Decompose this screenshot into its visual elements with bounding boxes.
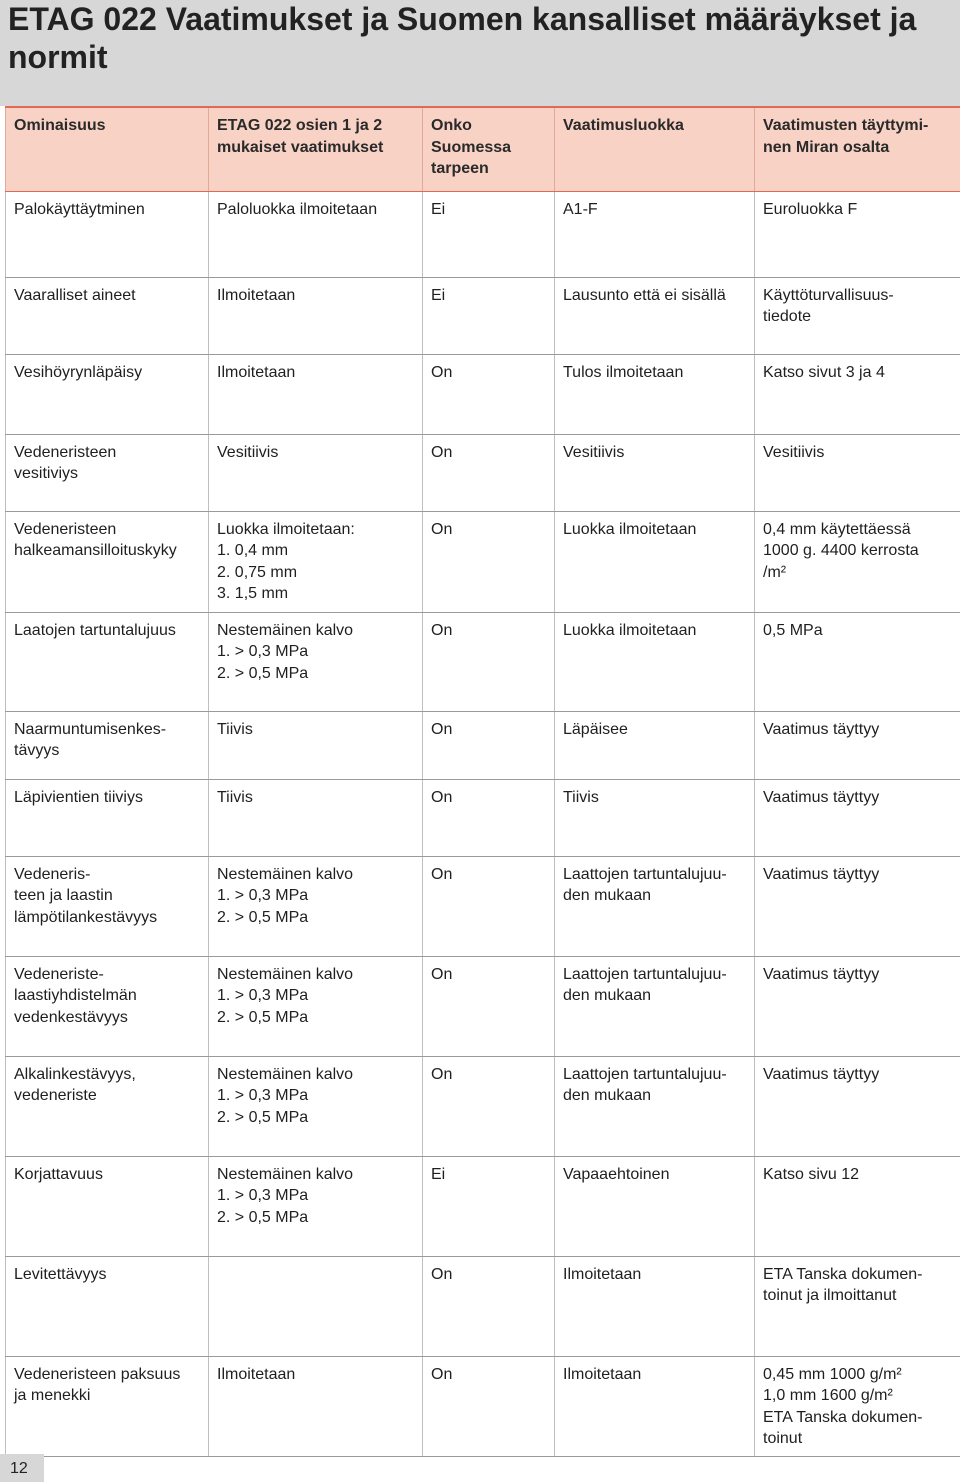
cell-property: Vedeneristeen paksuus ja menekki xyxy=(6,1356,209,1456)
cell-property: Palokäyttäytminen xyxy=(6,191,209,277)
cell-etag-requirement: Nestemäinen kalvo 1. > 0,3 MPa 2. > 0,5 MPa xyxy=(209,956,423,1056)
cell-property: Levitettävyys xyxy=(6,1256,209,1356)
cell-needed: On xyxy=(423,434,555,511)
table-row xyxy=(6,612,960,711)
cell-etag-requirement: Ilmoitetaan xyxy=(209,277,423,354)
cell-fulfillment: Euroluokka F xyxy=(755,191,960,277)
cell-fulfillment: 0,45 mm 1000 g/m² 1,0 mm 1600 g/m² ETA Tanska dokumen- toinut xyxy=(755,1356,960,1456)
cell-etag-requirement: Tiivis xyxy=(209,711,423,779)
cell-fulfillment: Vaatimus täyttyy xyxy=(755,856,960,956)
cell-class: Laattojen tartuntalujuu- den mukaan xyxy=(555,956,755,1056)
cell-needed: On xyxy=(423,779,555,856)
table-row xyxy=(6,191,960,277)
table-row xyxy=(6,1256,960,1356)
cell-property: Laatojen tartuntalujuus xyxy=(6,612,209,711)
cell-needed: On xyxy=(423,511,555,612)
cell-class: Ilmoitetaan xyxy=(555,1356,755,1456)
cell-fulfillment: ETA Tanska dokumen- toinut ja ilmoittanut xyxy=(755,1256,960,1356)
cell-etag-requirement: Vesitiivis xyxy=(209,434,423,511)
cell-property: Vesihöyrynläpäisy xyxy=(6,354,209,434)
cell-etag-requirement: Ilmoitetaan xyxy=(209,354,423,434)
cell-class: Laattojen tartuntalujuu- den mukaan xyxy=(555,1056,755,1156)
cell-class: Vesitiivis xyxy=(555,434,755,511)
cell-property: Vedeneristeen halkeamansilloituskyky xyxy=(6,511,209,612)
cell-etag-requirement: Nestemäinen kalvo 1. > 0,3 MPa 2. > 0,5 MPa xyxy=(209,1156,423,1256)
cell-property: Vedeneris- teen ja laastin lämpötilankestävyys xyxy=(6,856,209,956)
cell-needed: On xyxy=(423,711,555,779)
table-row xyxy=(6,434,960,511)
table-row xyxy=(6,779,960,856)
cell-fulfillment: Vesitiivis xyxy=(755,434,960,511)
cell-class: Tulos ilmoitetaan xyxy=(555,354,755,434)
cell-class: Luokka ilmoitetaan xyxy=(555,612,755,711)
cell-class: Ilmoitetaan xyxy=(555,1256,755,1356)
cell-etag-requirement: Tiivis xyxy=(209,779,423,856)
page-title: ETAG 022 Vaatimukset ja Suomen kansalliset määräykset ja normit xyxy=(8,1,917,75)
cell-property: Vaaralliset aineet xyxy=(6,277,209,354)
cell-fulfillment: Vaatimus täyttyy xyxy=(755,711,960,779)
table-header-row xyxy=(6,107,960,191)
page-number: 12 xyxy=(10,1460,28,1477)
cell-etag-requirement: Nestemäinen kalvo 1. > 0,3 MPa 2. > 0,5 MPa xyxy=(209,612,423,711)
cell-needed: On xyxy=(423,856,555,956)
table-row xyxy=(6,1356,960,1456)
cell-needed: Ei xyxy=(423,1156,555,1256)
cell-fulfillment: Vaatimus täyttyy xyxy=(755,956,960,1056)
cell-etag-requirement: Ilmoitetaan xyxy=(209,1356,423,1456)
cell-class: Läpäisee xyxy=(555,711,755,779)
table-row xyxy=(6,856,960,956)
cell-etag-requirement: Nestemäinen kalvo 1. > 0,3 MPa 2. > 0,5 MPa xyxy=(209,856,423,956)
cell-needed: On xyxy=(423,354,555,434)
page-number-tab xyxy=(0,1454,44,1482)
cell-fulfillment: Katso sivu 12 xyxy=(755,1156,960,1256)
cell-class: Lausunto että ei sisällä xyxy=(555,277,755,354)
cell-etag-requirement: Luokka ilmoitetaan: 1. 0,4 mm 2. 0,75 mm 3. 1,5 mm xyxy=(209,511,423,612)
cell-etag-requirement: Nestemäinen kalvo 1. > 0,3 MPa 2. > 0,5 MPa xyxy=(209,1056,423,1156)
cell-fulfillment: 0,4 mm käytettäessä 1000 g. 4400 kerrosta /m² xyxy=(755,511,960,612)
header-property: Ominaisuus xyxy=(6,107,209,191)
cell-class: Vapaaehtoinen xyxy=(555,1156,755,1256)
cell-etag-requirement xyxy=(209,1256,423,1356)
table-row xyxy=(6,277,960,354)
cell-class: Laattojen tartuntalujuu- den mukaan xyxy=(555,856,755,956)
cell-needed: Ei xyxy=(423,277,555,354)
cell-fulfillment: Vaatimus täyttyy xyxy=(755,1056,960,1156)
header-mira-fulfillment: Vaatimusten täyttymi- nen Miran osalta xyxy=(755,107,960,191)
cell-property: Alkalinkestävyys, vedeneriste xyxy=(6,1056,209,1156)
cell-property: Vedeneriste- laastiyhdistelmän vedenkestävyys xyxy=(6,956,209,1056)
cell-property: Korjattavuus xyxy=(6,1156,209,1256)
cell-needed: On xyxy=(423,1056,555,1156)
table-row xyxy=(6,511,960,612)
cell-etag-requirement: Paloluokka ilmoitetaan xyxy=(209,191,423,277)
header-needed-in-finland: Onko Suomessa tarpeen xyxy=(423,107,555,191)
cell-needed: On xyxy=(423,956,555,1056)
table-row xyxy=(6,354,960,434)
cell-property: Läpivientien tiiviys xyxy=(6,779,209,856)
cell-fulfillment: Katso sivut 3 ja 4 xyxy=(755,354,960,434)
header-requirement-class: Vaatimusluokka xyxy=(555,107,755,191)
cell-needed: Ei xyxy=(423,191,555,277)
table-row xyxy=(6,1056,960,1156)
cell-class: Luokka ilmoitetaan xyxy=(555,511,755,612)
cell-property: Naarmuntumisenkes- tävyys xyxy=(6,711,209,779)
header-etag-requirements: ETAG 022 osien 1 ja 2 mukaiset vaatimukset xyxy=(209,107,423,191)
table-row xyxy=(6,956,960,1056)
cell-needed: On xyxy=(423,612,555,711)
table-row xyxy=(6,711,960,779)
cell-needed: On xyxy=(423,1256,555,1356)
cell-fulfillment: 0,5 MPa xyxy=(755,612,960,711)
cell-needed: On xyxy=(423,1356,555,1456)
cell-fulfillment: Vaatimus täyttyy xyxy=(755,779,960,856)
cell-class: Tiivis xyxy=(555,779,755,856)
cell-class: A1-F xyxy=(555,191,755,277)
cell-property: Vedeneristeen vesitiviys xyxy=(6,434,209,511)
table-row xyxy=(6,1156,960,1256)
cell-fulfillment: Käyttöturvallisuus- tiedote xyxy=(755,277,960,354)
requirements-table xyxy=(5,106,960,1457)
